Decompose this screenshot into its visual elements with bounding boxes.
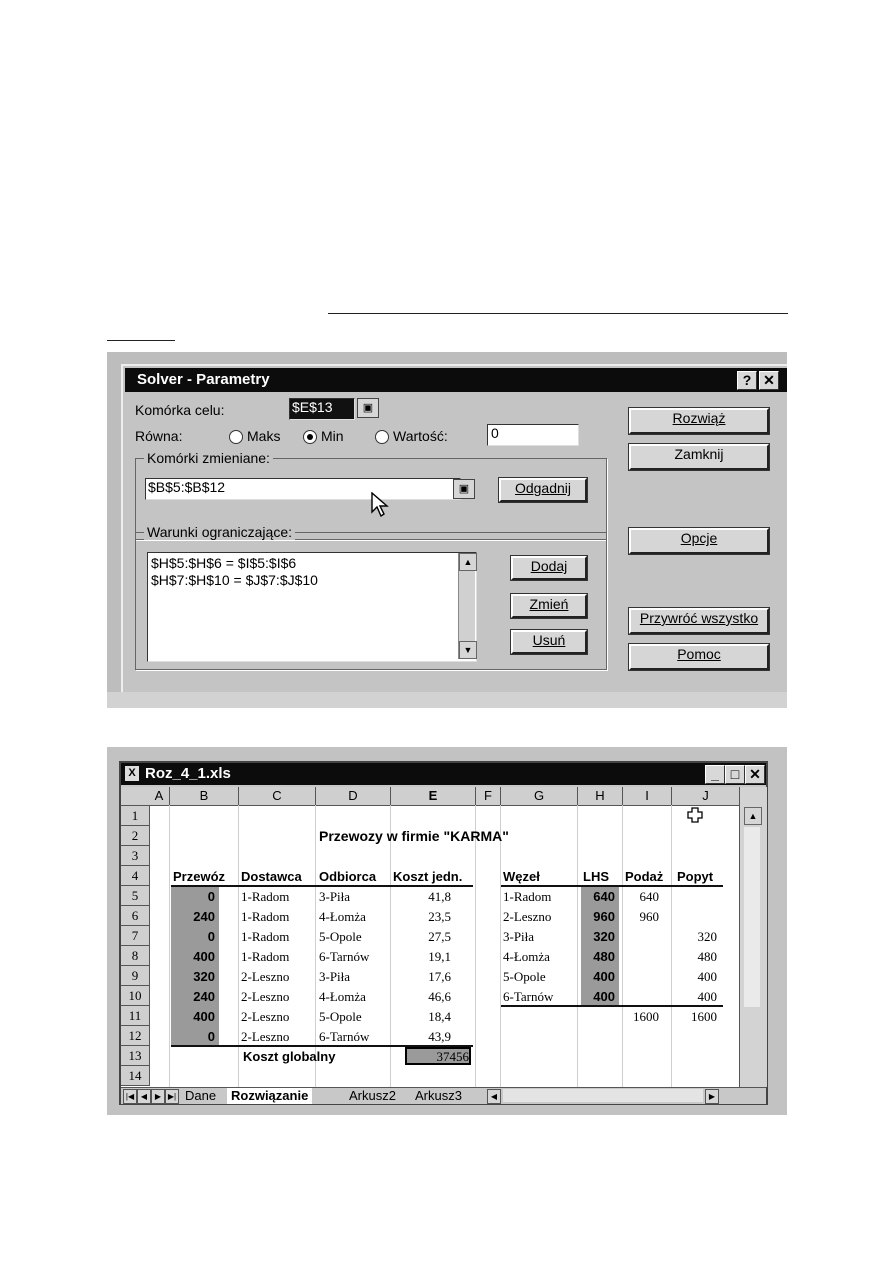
przewoz-cell[interactable]: 400 — [193, 1009, 215, 1024]
header-koszt[interactable]: Koszt jedn. — [393, 869, 463, 884]
scroll-down-icon[interactable]: ▼ — [459, 641, 477, 659]
target-cell-label: Komórka celu: — [135, 402, 225, 418]
solve-button[interactable]: Rozwiąż — [629, 408, 769, 434]
przewoz-cell[interactable]: 240 — [193, 909, 215, 924]
column-header[interactable]: A — [149, 787, 170, 806]
first-sheet-icon[interactable]: |◀ — [123, 1089, 137, 1104]
podaz-cell[interactable] — [625, 947, 659, 966]
column-header[interactable]: G — [501, 787, 578, 806]
help-button[interactable]: Pomoc — [629, 644, 769, 670]
podaz-cell[interactable] — [625, 927, 659, 946]
cell-cursor-icon — [687, 807, 703, 828]
column-header[interactable]: I — [623, 787, 672, 806]
delete-button[interactable]: Usuń — [511, 630, 587, 654]
radio-min-label: Min — [321, 428, 344, 444]
dostawca-cell[interactable]: 2-Leszno — [241, 1029, 290, 1044]
row-header[interactable]: 5 — [121, 886, 150, 906]
maximize-icon[interactable]: □ — [725, 765, 745, 784]
collapse-dialog-icon[interactable]: ▣ — [357, 398, 379, 418]
odbiorca-cell[interactable]: 6-Tarnów — [319, 949, 370, 964]
sheet-grid[interactable] — [121, 787, 739, 1087]
gridline — [169, 805, 170, 1087]
radio-min[interactable] — [303, 430, 317, 444]
koszt-cell[interactable]: 27,5 — [428, 929, 451, 944]
constraints-list[interactable] — [147, 552, 477, 662]
header-przewoz[interactable]: Przewóz — [173, 869, 226, 884]
radio-value-label: Wartość: — [393, 428, 448, 444]
odbiorca-cell[interactable]: 5-Opole — [319, 929, 362, 944]
wezel-cell[interactable]: 1-Radom — [503, 889, 552, 904]
podaz-cell[interactable] — [625, 987, 659, 1006]
guess-button[interactable]: Odgadnij — [499, 478, 587, 502]
minimize-icon[interactable]: _ — [705, 765, 725, 784]
row-header[interactable]: 11 — [121, 1006, 150, 1026]
hscroll-right-icon[interactable]: ▶ — [705, 1089, 719, 1104]
przewoz-cell[interactable]: 0 — [207, 929, 215, 944]
odbiorca-cell[interactable]: 5-Opole — [319, 1009, 362, 1024]
add-button[interactable]: Dodaj — [511, 556, 587, 580]
last-sheet-icon[interactable]: ▶| — [165, 1089, 179, 1104]
close-button[interactable]: Zamknij — [629, 444, 769, 470]
header-dostawca[interactable]: Dostawca — [241, 869, 302, 884]
koszt-cell[interactable]: 43,9 — [428, 1029, 451, 1044]
sheet-title[interactable]: Przewozy w firmie "KARMA" — [319, 828, 509, 844]
column-header[interactable]: D — [316, 787, 391, 806]
column-header[interactable]: E — [391, 787, 476, 806]
solver-dialog — [121, 364, 787, 694]
collapse-dialog-icon[interactable]: ▣ — [453, 479, 475, 499]
demand-total[interactable]: 1600 — [691, 1009, 717, 1024]
header-lhs[interactable]: LHS — [583, 869, 609, 884]
koszt-cell[interactable]: 17,6 — [428, 969, 451, 984]
scroll-track[interactable] — [744, 827, 760, 1007]
value-input[interactable]: 0 — [487, 424, 579, 446]
koszt-cell[interactable]: 23,5 — [428, 909, 451, 924]
dostawca-cell[interactable]: 2-Leszno — [241, 1009, 290, 1024]
workbook-window — [119, 761, 768, 1105]
header-wezel[interactable]: Węzeł — [503, 869, 540, 884]
constraints-label: Warunki ograniczające: — [144, 524, 295, 540]
text-underline — [107, 340, 175, 341]
row-header[interactable]: 8 — [121, 946, 150, 966]
odbiorca-cell[interactable]: 4-Łomża — [319, 989, 366, 1004]
dostawca-cell[interactable]: 1-Radom — [241, 889, 290, 904]
column-header[interactable]: B — [170, 787, 239, 806]
changing-cells-input[interactable]: $B$5:$B$12 — [145, 478, 461, 500]
select-all-corner[interactable] — [121, 787, 150, 806]
gridline — [622, 805, 623, 1087]
close-icon[interactable]: ✕ — [759, 371, 779, 390]
solver-titlebar — [125, 368, 787, 392]
odbiorca-cell[interactable]: 3-Piła — [319, 969, 351, 984]
constraint-item[interactable]: $H$7:$H$10 = $J$7:$J$10 — [151, 572, 318, 588]
przewoz-cell[interactable]: 320 — [193, 969, 215, 984]
column-header[interactable]: F — [476, 787, 501, 806]
przewoz-cell[interactable]: 0 — [207, 1029, 215, 1044]
change-button[interactable]: Zmień — [511, 594, 587, 618]
row-header[interactable]: 3 — [121, 846, 150, 866]
horizontal-scrollbar[interactable] — [503, 1089, 703, 1102]
header-popyt[interactable]: Popyt — [677, 869, 714, 884]
constraints-scrollbar[interactable] — [458, 553, 475, 659]
solver-screenshot — [107, 352, 787, 708]
row-header[interactable]: 14 — [121, 1066, 150, 1086]
koszt-cell[interactable]: 46,6 — [428, 989, 451, 1004]
gridline — [475, 805, 476, 1087]
popyt-cell[interactable]: 480 — [697, 949, 717, 964]
popyt-cell[interactable] — [673, 887, 717, 906]
koszt-cell[interactable]: 19,1 — [428, 949, 451, 964]
tab-arkusz3[interactable]: Arkusz3 — [415, 1088, 462, 1103]
workbook-title: Roz_4_1.xls — [145, 765, 231, 782]
row-header[interactable]: 6 — [121, 906, 150, 926]
gridline — [671, 805, 672, 1087]
lhs-cell[interactable]: 960 — [593, 909, 615, 924]
excel-icon: X — [125, 766, 139, 781]
reset-all-button[interactable]: Przywróć wszystko — [629, 608, 769, 634]
przewoz-cell[interactable]: 0 — [207, 889, 215, 904]
help-icon[interactable]: ? — [737, 371, 757, 390]
koszt-cell[interactable]: 41,8 — [428, 889, 451, 904]
row-header[interactable]: 1 — [121, 806, 150, 826]
hscroll-left-icon[interactable]: ◀ — [487, 1089, 501, 1104]
wezel-cell[interactable]: 3-Piła — [503, 929, 535, 944]
dostawca-cell[interactable]: 1-Radom — [241, 909, 290, 924]
radio-max-label: Maks — [247, 428, 281, 444]
close-icon[interactable]: ✕ — [745, 765, 765, 784]
header-podaz[interactable]: Podaż — [625, 869, 664, 884]
lhs-cell[interactable]: 640 — [593, 889, 615, 904]
lhs-cell[interactable]: 400 — [593, 969, 615, 984]
popyt-cell[interactable]: 320 — [697, 929, 717, 944]
prev-sheet-icon[interactable]: ◀ — [137, 1089, 151, 1104]
dostawca-cell[interactable]: 1-Radom — [241, 949, 290, 964]
dostawca-cell[interactable]: 2-Leszno — [241, 989, 290, 1004]
tab-arkusz2[interactable]: Arkusz2 — [349, 1088, 396, 1103]
vertical-scrollbar[interactable] — [739, 787, 767, 1087]
tab-rozwiazanie[interactable]: Rozwiązanie — [227, 1088, 312, 1104]
lhs-cell[interactable]: 480 — [593, 949, 615, 964]
koszt-cell[interactable]: 18,4 — [428, 1009, 451, 1024]
global-cost-value[interactable]: 37456 — [436, 1049, 469, 1064]
target-cell-input[interactable]: $E$13 — [289, 398, 355, 420]
row-header[interactable]: 9 — [121, 966, 150, 986]
wezel-cell[interactable]: 5-Opole — [503, 969, 546, 984]
active-cell-border — [405, 1047, 471, 1065]
row-header[interactable]: 12 — [121, 1026, 150, 1046]
popyt-cell[interactable]: 400 — [697, 989, 717, 1004]
supply-total[interactable]: 1600 — [633, 1009, 659, 1024]
sheet-tabs-bar — [121, 1087, 766, 1104]
dostawca-cell[interactable]: 2-Leszno — [241, 969, 290, 984]
equal-label: Równa: — [135, 428, 183, 444]
row-header[interactable]: 13 — [121, 1046, 150, 1066]
lhs-cell[interactable]: 400 — [593, 989, 615, 1004]
column-header[interactable]: J — [672, 787, 739, 806]
scroll-up-icon[interactable]: ▲ — [459, 553, 477, 571]
global-cost-label[interactable]: Koszt globalny — [243, 1049, 336, 1064]
podaz-cell[interactable] — [625, 967, 659, 986]
workbook-titlebar — [121, 763, 766, 785]
scroll-up-icon[interactable]: ▲ — [744, 807, 762, 825]
radio-value[interactable] — [375, 430, 389, 444]
gridline — [500, 805, 501, 1087]
text-underline — [328, 313, 788, 314]
odbiorca-cell[interactable]: 3-Piła — [319, 889, 351, 904]
lhs-cell[interactable]: 320 — [593, 929, 615, 944]
changing-cells-label: Komórki zmieniane: — [144, 450, 273, 466]
wezel-cell[interactable]: 2-Leszno — [503, 909, 552, 924]
row-header[interactable]: 4 — [121, 866, 150, 886]
options-button[interactable]: Opcje — [629, 528, 769, 554]
odbiorca-cell[interactable]: 6-Tarnów — [319, 1029, 370, 1044]
wezel-cell[interactable]: 6-Tarnów — [503, 989, 554, 1004]
podaz-cell[interactable]: 960 — [639, 909, 659, 924]
tab-dane[interactable]: Dane — [185, 1088, 217, 1103]
solver-title: Solver - Parametry — [137, 371, 270, 388]
background-strip — [107, 692, 787, 708]
przewoz-cell[interactable]: 240 — [193, 989, 215, 1004]
row-header[interactable]: 2 — [121, 826, 150, 846]
column-header[interactable]: C — [239, 787, 316, 806]
wezel-cell[interactable]: 4-Łomża — [503, 949, 550, 964]
next-sheet-icon[interactable]: ▶ — [151, 1089, 165, 1104]
workbook-screenshot — [107, 747, 787, 1115]
row-header[interactable]: 7 — [121, 926, 150, 946]
przewoz-cell[interactable]: 400 — [193, 949, 215, 964]
row-header[interactable]: 10 — [121, 986, 150, 1006]
popyt-cell[interactable]: 400 — [697, 969, 717, 984]
popyt-cell[interactable] — [673, 907, 717, 926]
odbiorca-cell[interactable]: 4-Łomża — [319, 909, 366, 924]
podaz-cell[interactable]: 640 — [639, 889, 659, 904]
gridline — [577, 805, 578, 1087]
mouse-cursor-icon — [371, 492, 389, 523]
constraint-item[interactable]: $H$5:$H$6 = $I$5:$I$6 — [151, 555, 297, 571]
column-header[interactable]: H — [578, 787, 623, 806]
header-odbiorca[interactable]: Odbiorca — [319, 869, 377, 884]
radio-max[interactable] — [229, 430, 243, 444]
dostawca-cell[interactable]: 1-Radom — [241, 929, 290, 944]
